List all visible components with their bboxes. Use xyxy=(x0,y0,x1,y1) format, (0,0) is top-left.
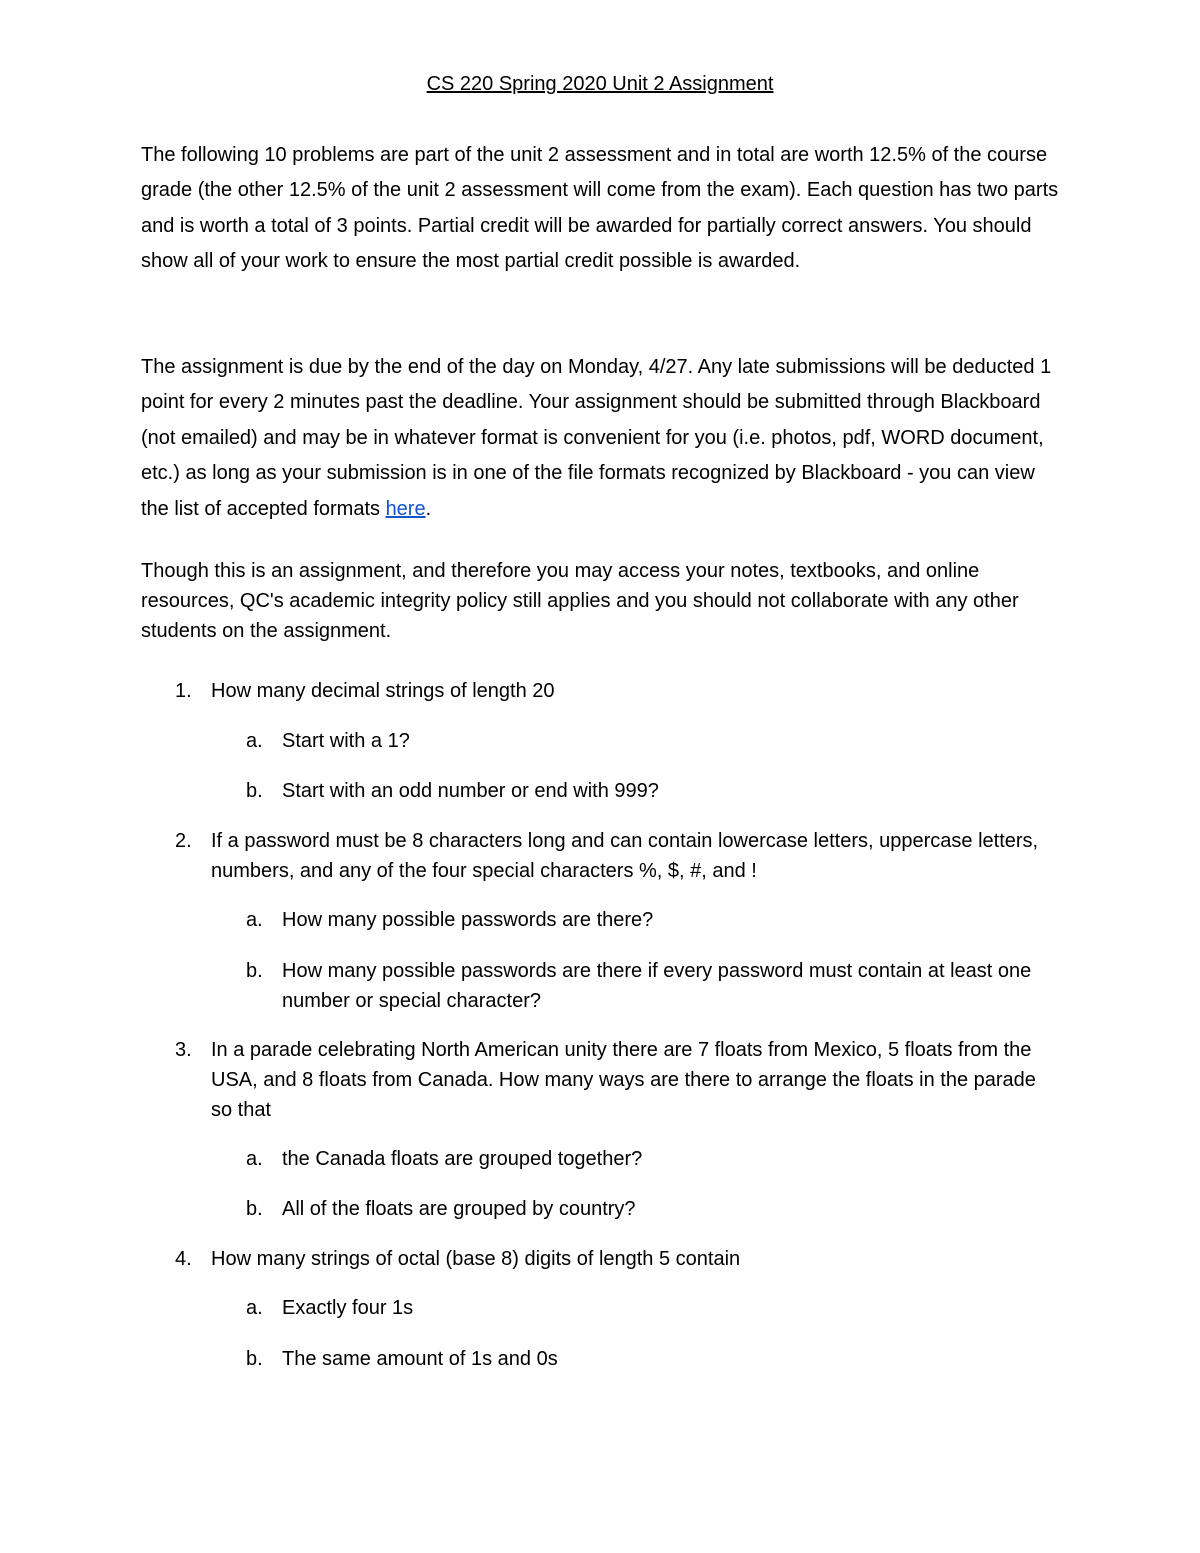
part-text: Start with an odd number or end with 999? xyxy=(282,780,659,802)
question-text: How many decimal strings of length 20 xyxy=(211,680,555,702)
question-part xyxy=(0,1194,1200,1224)
part-letter: a. xyxy=(246,1148,263,1170)
part-letter: a. xyxy=(246,1297,263,1319)
question-part xyxy=(0,956,1200,1016)
question-part xyxy=(0,1344,1200,1374)
part-text: Exactly four 1s xyxy=(282,1297,414,1319)
question-text: If a password must be 8 characters long and can contain lowercase letters, uppercase letters, numbers, and any of the four special characters %, $, #, and ! xyxy=(211,830,1039,882)
question-part xyxy=(0,726,1200,756)
question-part xyxy=(0,905,1200,935)
question-number: 3. xyxy=(175,1039,192,1061)
document-title: CS 220 Spring 2020 Unit 2 Assignment xyxy=(426,73,774,95)
intro-paragraph-due-date xyxy=(141,350,1061,527)
due-date-text: The assignment is due by the end of the day on Monday, 4/27. Any late submissions will be deducted 1 point for every 2 minutes past the deadline. Your assignment should be submitted through Blackboard (not emailed) and may be in whatever format is convenient for you (i.e. photos, pdf, WORD document, etc.) as long as your submission is in one of the file formats recognized by Blackboard - you can view the list of accepted formats xyxy=(141,356,1052,520)
question-item xyxy=(0,826,1200,886)
question-item xyxy=(0,1244,1200,1274)
part-text: the Canada floats are grouped together? xyxy=(282,1148,643,1170)
part-letter: b. xyxy=(246,780,263,802)
question-number: 2. xyxy=(175,830,192,852)
part-letter: b. xyxy=(246,1348,263,1370)
part-text: How many possible passwords are there if every password must contain at least one number or special character? xyxy=(282,960,1032,1012)
question-number: 1. xyxy=(175,680,192,702)
part-letter: b. xyxy=(246,960,263,982)
question-part xyxy=(0,1293,1200,1323)
intro-paragraph-grading: The following 10 problems are part of the unit 2 assessment and in total are worth 12.5% of the course grade (the other 12.5% of the unit 2 assessment will come from the exam). Each question has two parts and is worth a total of 3 points. Partial credit will be awarded for partially correct answers. You should show all of your work to ensure the most partial credit possible is awarded. xyxy=(141,144,1059,273)
part-letter: a. xyxy=(246,909,263,931)
part-text: How many possible passwords are there? xyxy=(282,909,654,931)
accepted-formats-link[interactable]: here xyxy=(385,497,426,520)
part-letter: b. xyxy=(246,1198,263,1220)
question-text: How many strings of octal (base 8) digits of length 5 contain xyxy=(211,1248,741,1270)
part-text: Start with a 1? xyxy=(282,730,410,752)
part-text: All of the floats are grouped by country? xyxy=(282,1198,636,1220)
question-part xyxy=(0,1144,1200,1174)
due-date-text-end: . xyxy=(425,497,432,520)
question-part xyxy=(0,776,1200,806)
question-text: In a parade celebrating North American unity there are 7 floats from Mexico, 5 floats from the USA, and 8 floats from Canada. How many ways are there to arrange the floats in the parade so that xyxy=(211,1039,1036,1121)
question-item xyxy=(0,676,1200,706)
part-letter: a. xyxy=(246,730,263,752)
intro-paragraph-integrity: Though this is an assignment, and therefore you may access your notes, textbooks, and online resources, QC's academic integrity policy still applies and you should not collaborate with any other students on the assignment. xyxy=(141,560,1019,642)
question-item xyxy=(0,1035,1200,1125)
question-number: 4. xyxy=(175,1248,192,1270)
part-text: The same amount of 1s and 0s xyxy=(282,1348,558,1370)
